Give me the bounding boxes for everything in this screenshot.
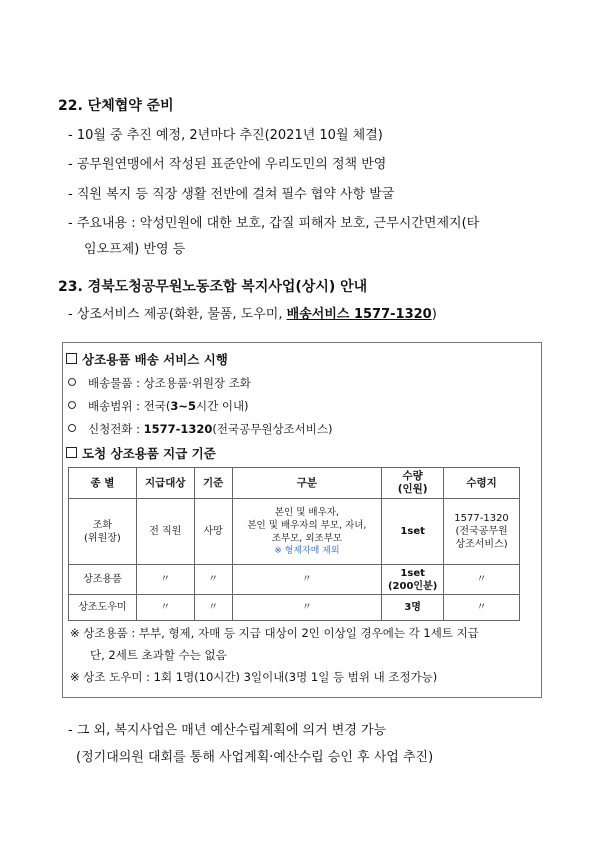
delivery-item-1	[68, 375, 251, 391]
footer-line-1: - 그 외, 복지사업은 매년 예산수립계획에 의거 변경 가능	[68, 723, 387, 738]
s23-delivery-phone: 배송서비스 1577-1320	[286, 307, 432, 322]
delivery-item-3-bold: 1577-1320	[143, 422, 213, 436]
note-1: ※ 상조용품 : 부부, 형제, 자매 등 지급 대상이 2인 이상일 경우에는 각 1세트 지급	[70, 626, 479, 640]
s23-service-line	[68, 303, 437, 322]
table-row	[69, 565, 520, 595]
circle-bullet-icon	[68, 401, 76, 409]
cell-type: 조화 (위원장)	[69, 499, 137, 565]
cell-qty: 3명	[382, 595, 444, 621]
note-1-cont: 단, 2세트 초과할 수는 없음	[90, 648, 227, 662]
cell-target: 전 직원	[136, 499, 194, 565]
cell-type: 상조용품	[69, 565, 137, 595]
criteria-title-text: 도청 상조용품 지급 기준	[82, 446, 216, 461]
header-category: 구분	[232, 468, 382, 499]
cell-target: 〃	[136, 565, 194, 595]
s23-line-prefix: - 상조서비스 제공(화환, 물품, 도우미,	[68, 307, 287, 322]
table-row	[69, 499, 520, 565]
delivery-item-1-label: 배송물품 :	[88, 376, 144, 390]
s22-item-4-cont: 임오프제) 반영 등	[84, 242, 186, 257]
checkbox-square-icon	[66, 353, 77, 364]
delivery-item-2-bold: 3~5	[170, 399, 196, 413]
cell-basis: 〃	[194, 565, 232, 595]
criteria-title	[66, 444, 216, 462]
cell-qty: 1set	[382, 499, 444, 565]
s22-item-1: - 10월 중 추진 예정, 2년마다 추진(2021년 10월 체결)	[68, 128, 383, 143]
s23-line-suffix: )	[431, 307, 437, 322]
checkbox-square-icon	[66, 447, 77, 458]
delivery-item-3-value: (전국공무원상조서비스)	[212, 422, 333, 436]
s22-item-2: - 공무원연맹에서 작성된 표준안에 우리도민의 정책 반영	[68, 157, 387, 172]
cell-place: 1577-1320 (전국공무원 상조서비스)	[444, 499, 520, 565]
cell-category: 〃	[232, 565, 382, 595]
cell-category-note: ※ 형제자매 제외	[274, 545, 340, 556]
cell-category-text: 본인 및 배우자, 본인 및 배우자의 부모, 자녀, 조부모, 외조부모	[247, 506, 367, 544]
cell-basis: 〃	[194, 595, 232, 621]
criteria-table	[68, 467, 520, 621]
delivery-item-2	[68, 398, 249, 414]
circle-bullet-icon	[68, 378, 76, 386]
header-type: 종 별	[69, 468, 137, 499]
delivery-service-title-text: 상조용품 배송 서비스 시행	[82, 352, 228, 367]
delivery-item-3	[68, 421, 332, 437]
delivery-item-3-label: 신청전화 :	[88, 422, 144, 436]
header-place: 수령지	[444, 468, 520, 499]
section-23-title: 23. 경북도청공무원노동조합 복지사업(상시) 안내	[58, 279, 368, 295]
footer-line-2: (정기대의원 대회를 통해 사업계획·예산수립 승인 후 사업 추진)	[76, 750, 434, 765]
s22-item-4: - 주요내용 : 악성민원에 대한 보호, 갑질 피해자 보호, 근무시간면제지(타	[68, 216, 480, 231]
cell-place: 〃	[444, 565, 520, 595]
cell-qty: 1set (200인분)	[382, 565, 444, 595]
cell-category	[232, 499, 382, 565]
cell-basis: 사망	[194, 499, 232, 565]
header-basis: 기준	[194, 468, 232, 499]
header-qty: 수량 (인원)	[382, 468, 444, 499]
delivery-service-title	[66, 350, 228, 368]
circle-bullet-icon	[68, 424, 76, 432]
delivery-item-2-value: 시간 이내)	[195, 399, 249, 413]
delivery-item-1-value: 상조용품·위원장 조화	[143, 376, 251, 390]
header-target: 지급대상	[136, 468, 194, 499]
table-row	[69, 595, 520, 621]
table-header-row	[69, 468, 520, 499]
cell-type: 상조도우미	[69, 595, 137, 621]
s22-item-3: - 직원 복지 등 직장 생활 전반에 걸쳐 필수 협약 사항 발굴	[68, 187, 395, 202]
cell-target: 〃	[136, 595, 194, 621]
note-2: ※ 상조 도우미 : 1회 1명(10시간) 3일이내(3명 1일 등 범위 내 조정가능)	[70, 670, 438, 684]
cell-category: 〃	[232, 595, 382, 621]
delivery-item-2-label: 배송범위 : 전국(	[88, 399, 171, 413]
section-22-title: 22. 단체협약 준비	[58, 98, 174, 114]
cell-place: 〃	[444, 595, 520, 621]
